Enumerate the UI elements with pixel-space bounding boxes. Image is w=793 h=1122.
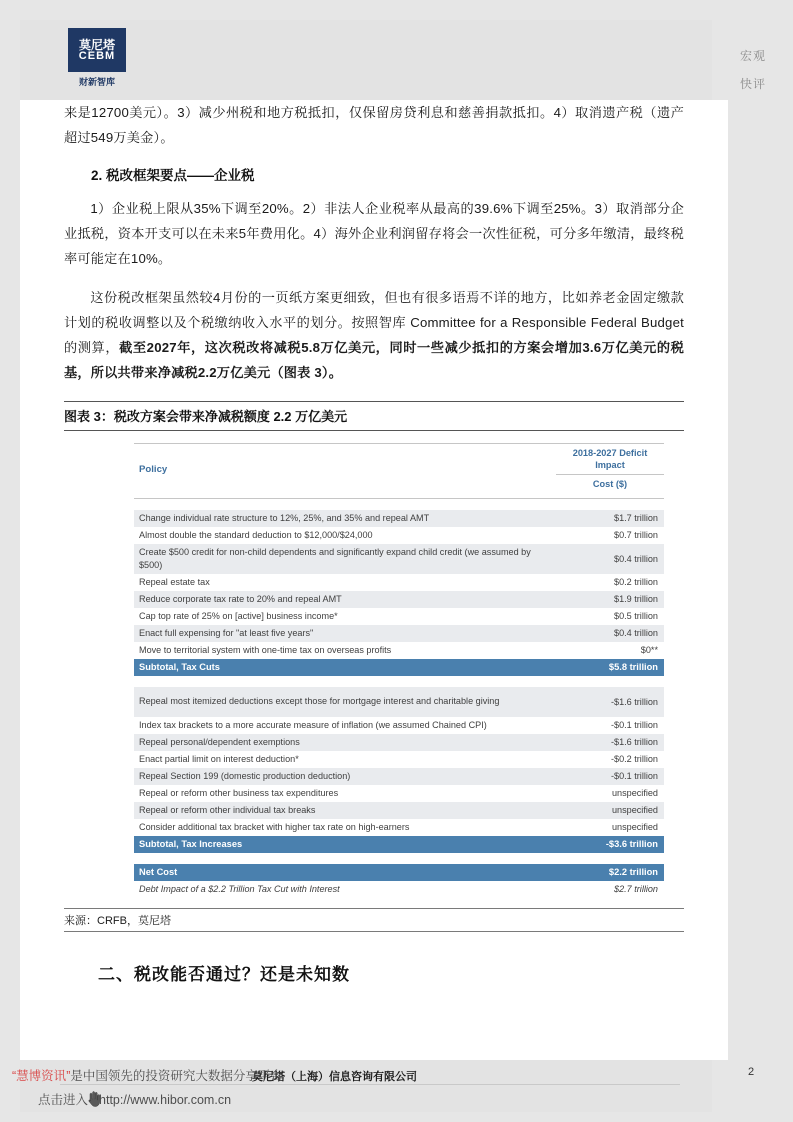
footnote-value: $2.7 trillion: [614, 884, 658, 894]
spacer-left: [134, 676, 556, 687]
table-row: [134, 687, 664, 717]
document-content: [20, 100, 728, 985]
table-cell-policy: Repeal personal/dependent exemptions: [134, 734, 556, 751]
table-row: [134, 819, 664, 836]
subtotal-label: Net Cost: [134, 864, 556, 881]
analysis-text-bold: 截至2027年，这次税改将减税5.8万亿美元，同时一些减少抵扣的方案会增加3.6万亿美元的税基，所以共带来净减税2.2万亿美元（图表 3）。: [64, 340, 684, 380]
table-row: [134, 527, 664, 544]
table-row: [134, 768, 664, 785]
table-subtotal-row: [134, 659, 664, 676]
table-cell-policy: Repeal or reform other business tax expenditures: [139, 787, 339, 798]
logo-english-name: CEBM: [78, 49, 116, 62]
subtotal-label: Subtotal, Tax Cuts: [134, 659, 556, 676]
table-row: [134, 625, 664, 642]
watermark-link-row[interactable]: [38, 1090, 231, 1108]
table-subtotal-row: [134, 864, 664, 881]
table-row: [134, 802, 664, 819]
table-cell-cost: -$1.6 trillion: [556, 734, 664, 751]
rail-label-quickcomment: 快评: [740, 77, 767, 91]
table-cell-policy: Repeal estate tax: [139, 576, 210, 587]
table-cell-policy: Almost double the standard deduction to $12,000/$24,000: [139, 529, 373, 540]
table-section-tax-cuts: [134, 510, 664, 676]
logo-chinese-name: 莫尼塔: [78, 37, 115, 52]
spacer-right: [556, 499, 664, 510]
paragraph-corporate-tax: 1）企业税上限从35%下调至20%。2）非法人企业税率从最高的39.6%下调至25%。3）取消部分企业抵税，资本开支可以在未来5年费用化。4）海外企业利润留存将会一次性征税，可分多年缴清，最终税率可能定在10%。: [64, 201, 684, 266]
table-cell-cost: $0.2 trillion: [614, 577, 658, 587]
table-row: [134, 510, 664, 527]
table-row: [134, 717, 664, 734]
table-footnote-row: [134, 881, 664, 898]
table-cell-cost: $1.9 trillion: [556, 591, 664, 608]
right-side-rail: [728, 0, 793, 1122]
table-cell-cost: -$0.2 trillion: [610, 754, 658, 764]
table-header-row: [134, 444, 664, 496]
subtotal-value: -$3.6 trillion: [556, 836, 664, 853]
header-impact-line2: Impact: [556, 460, 664, 475]
heading-section-two: 二、税改能否通过？还是未知数: [98, 964, 350, 984]
table-cell-cost: -$0.1 trillion: [556, 768, 664, 785]
subtotal-value: $5.8 trillion: [556, 659, 664, 676]
table-cell-policy: Reduce corporate tax rate to 20% and repeal AMT: [134, 591, 556, 608]
watermark-quote-open: “: [12, 1069, 17, 1083]
paragraph-gap: [64, 273, 684, 285]
spacer-left: [134, 853, 556, 864]
crfb-table-header-body: [134, 444, 664, 510]
table-cell-cost: $1.7 trillion: [556, 510, 664, 527]
table-cell-cost: unspecified: [611, 822, 658, 832]
table-section-tax-increases: [134, 687, 664, 853]
footer-divider: [60, 1084, 680, 1085]
logo-subtitle: 财新智库: [78, 77, 115, 87]
spacer-right: [556, 676, 664, 687]
table-cell-policy: Enact full expensing for "at least five years": [134, 625, 556, 642]
table-row: [134, 544, 664, 574]
header-impact-line3: Cost ($): [592, 479, 628, 489]
table-cell-cost: $0**: [640, 645, 658, 655]
table-subtotal-row: [134, 836, 664, 853]
table-spacer-row: [134, 499, 664, 510]
table-section-gap-2: [134, 853, 664, 864]
watermark-tagline: [12, 1066, 283, 1084]
analysis-text-normal: 这份税改框架虽然较4月份的一页纸方案更细致，但也有很多语焉不详的地方，比如养老金固定缴款计划的税收调整以及个税缴纳收入水平的划分。按照智库 Committee for a Responsible Federal Budget 的测算，: [64, 290, 684, 355]
figure-source: 来源：CRFB，莫尼塔: [64, 908, 684, 932]
spacer-right: [556, 853, 664, 864]
table-cell-cost: $0.4 trillion: [556, 625, 664, 642]
table-row: [134, 591, 664, 608]
crfb-table: [134, 443, 664, 898]
table-row: [134, 751, 664, 768]
table-cell-policy: Consider additional tax bracket with higher tax rate on high-earners: [139, 821, 410, 832]
table-cell-cost: $0.4 trillion: [556, 544, 664, 574]
paragraph-analysis: [64, 285, 684, 385]
table-cell-policy: Index tax brackets to a more accurate measure of inflation (we assumed Chained CPI): [139, 719, 487, 730]
watermark-url[interactable]: http://www.hibor.com.cn: [99, 1093, 232, 1107]
table-cell-policy: Change individual rate structure to 12%, 25%, and 35% and repeal AMT: [134, 510, 556, 527]
section-heading-corporate-tax: 2. 税改框架要点——企业税: [91, 168, 255, 183]
header-cell-impact: [556, 444, 664, 496]
table-cell-policy: Cap top rate of 25% on [active] business income*: [139, 610, 338, 621]
table-cell-policy: Repeal Section 199 (domestic production deduction): [134, 768, 556, 785]
table-row: [134, 734, 664, 751]
table-cell-cost: unspecified: [556, 802, 664, 819]
table-cell-policy: Create $500 credit for non-child dependents and significantly expand child credit (we assumed by $500): [134, 544, 556, 574]
footnote-label: Debt Impact of a $2.2 Trillion Tax Cut with Interest: [139, 884, 340, 894]
header-cell-policy: Policy: [134, 444, 556, 496]
footer-company-name: 莫尼塔（上海）信息咨询有限公司: [252, 1071, 417, 1083]
crfb-table-figure: [64, 437, 684, 898]
table-cell-cost: $0.7 trillion: [614, 530, 658, 540]
table-row: [134, 785, 664, 802]
table-row: [134, 574, 664, 591]
watermark-quote-close: ”: [66, 1069, 71, 1083]
table-cell-policy: Enact partial limit on interest deduction*: [139, 753, 299, 764]
paragraph-continued: 来是12700美元）。3）减少州税和地方税抵扣，仅保留房贷利息和慈善捐款抵扣。4）取消遗产税（遗产超过549万美金）。: [64, 105, 684, 145]
watermark-brand: 慧博资讯: [16, 1069, 67, 1083]
table-section-gap: [134, 676, 664, 687]
company-logo: [68, 28, 126, 92]
page-number: 2: [748, 1066, 755, 1078]
table-cell-cost: $0.5 trillion: [614, 611, 658, 621]
rail-label-macro: 宏观: [740, 49, 767, 63]
logo-badge: [68, 28, 126, 72]
spacer-left: [134, 499, 556, 510]
table-cell-policy: Repeal most itemized deductions except those for mortgage interest and charitable giving: [134, 687, 556, 717]
watermark-tail-text: 是中国领先的投资研究大数据分享平台: [70, 1069, 283, 1083]
table-cell-cost: -$1.6 trillion: [556, 687, 664, 717]
table-spacer-row: [134, 853, 664, 864]
watermark-cta-text: 点击进入: [38, 1093, 89, 1107]
table-cell-policy: Repeal or reform other individual tax breaks: [134, 802, 556, 819]
table-cell-cost: -$0.1 trillion: [610, 720, 658, 730]
subtotal-value: $2.2 trillion: [556, 864, 664, 881]
subtotal-label: Subtotal, Tax Increases: [134, 836, 556, 853]
table-row: [134, 608, 664, 625]
table-row: [134, 642, 664, 659]
table-spacer-row: [134, 676, 664, 687]
table-cell-cost: unspecified: [611, 788, 658, 798]
header-impact-line1: 2018-2027 Deficit: [572, 448, 648, 458]
hand-cursor-icon: [86, 1091, 100, 1107]
document-sheet: [20, 100, 728, 1060]
rail-label-group: [740, 42, 766, 98]
figure-caption: 图表 3：税改方案会带来净减税额度 2.2 万亿美元: [64, 401, 684, 431]
table-section-net: [134, 864, 664, 898]
table-cell-policy: Move to territorial system with one-time tax on overseas profits: [139, 644, 392, 655]
